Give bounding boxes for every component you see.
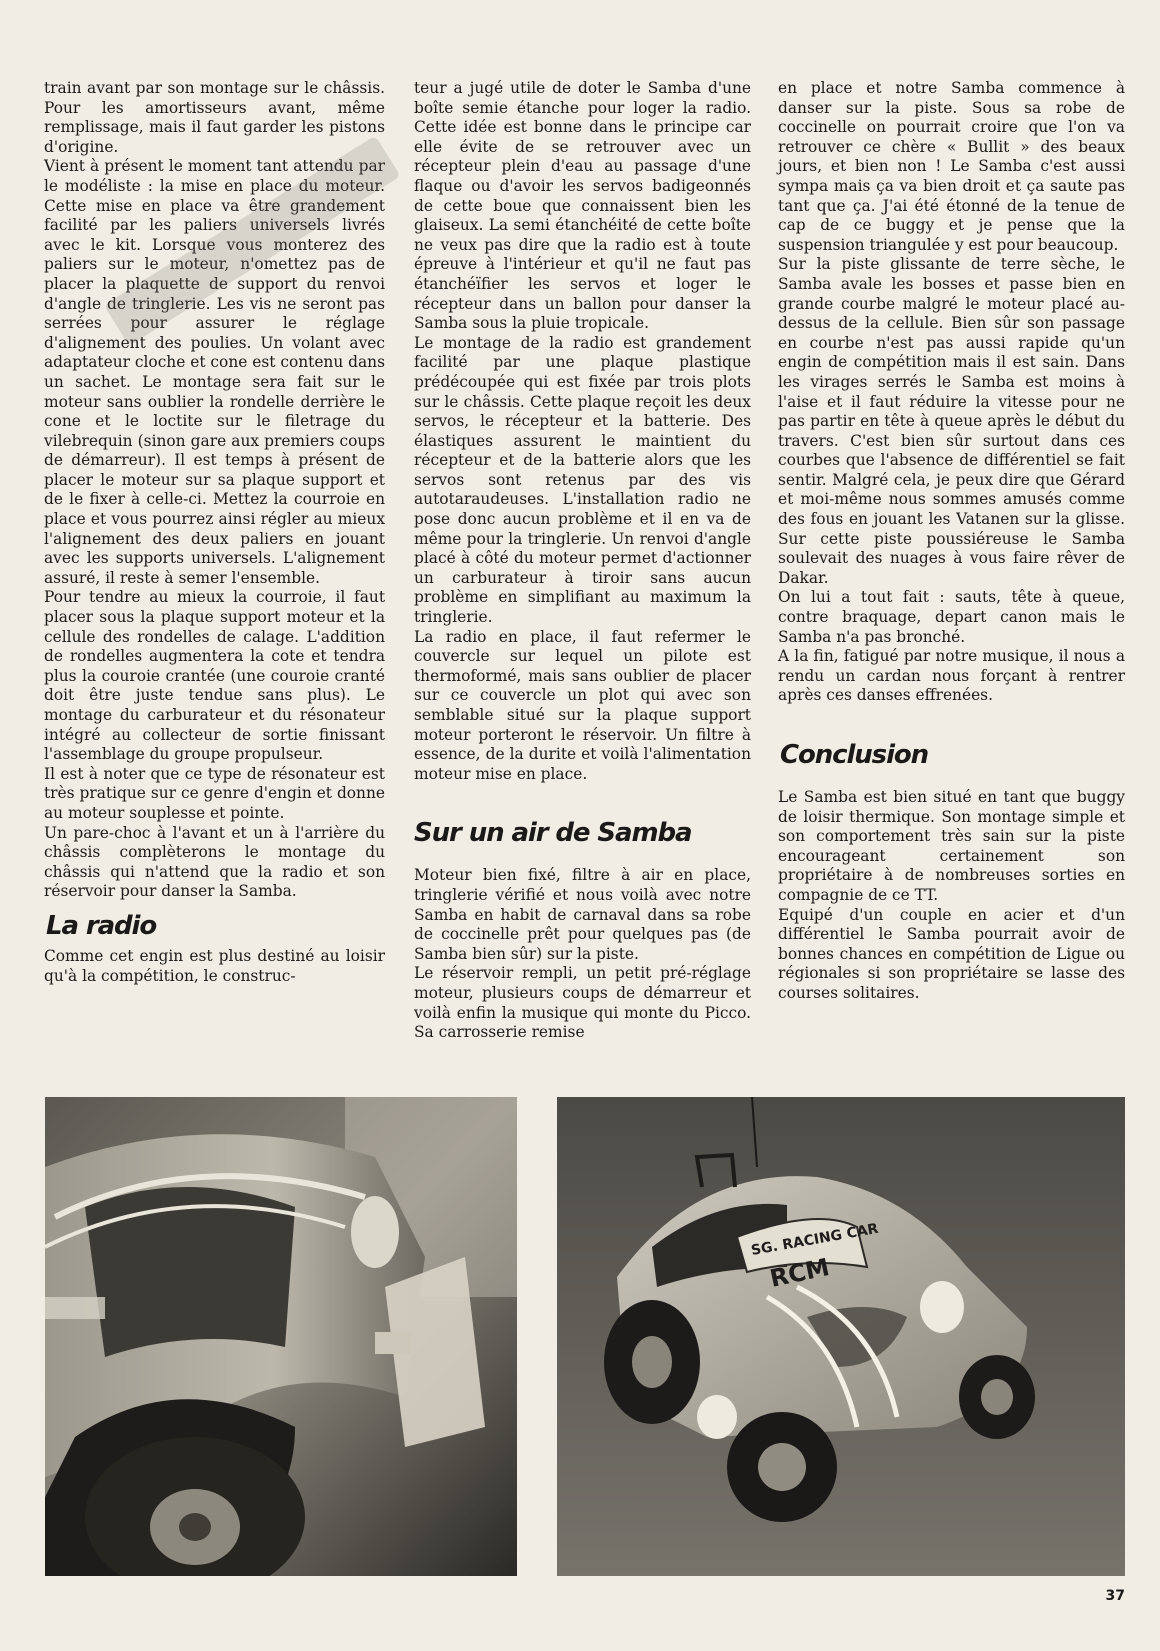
- paragraph: Il est à noter que ce type de résonateur est très pratique sur ce genre d'engin et donne au moteur souplesse et pointe.: [44, 764, 385, 822]
- section-heading-la-radio: La radio: [46, 910, 157, 941]
- article-column-1: [44, 79, 385, 986]
- photo-samba-buggy: [557, 1097, 1125, 1576]
- paragraph: Equipé d'un couple en acier et d'un différentiel le Samba pourrait avoir de bonnes chances en compétition de Ligue ou régionales si son propriétaire se lasse des courses solitaires.: [778, 905, 1125, 1002]
- photo-buggy-closeup: [45, 1097, 517, 1576]
- page-number: 37: [1105, 1588, 1125, 1604]
- article-column-2: [414, 79, 751, 1043]
- section-heading-sur-un-air-de-samba: Sur un air de Samba: [414, 818, 692, 849]
- paragraph: teur a jugé utile de doter le Samba d'une boîte semie étanche pour loger la radio. Cette idée est bonne dans le principe car elle évite de se retrouver avec un récepteur plein d'eau au passage d'une flaque ou d'avoir les servos badigeonnés de cette boue que connaissent bien les glaiseux. La semi étanchéité de cette boîte ne veux pas dire que la radio est à toute épreuve à l'intérieur et qu'il ne faut pas étanchéïfier les servos et loger le récepteur dans un ballon pour danser la Samba sous la pluie tropicale.: [414, 79, 751, 333]
- paragraph: train avant par son montage sur le châssis. Pour les amortisseurs avant, même remplissage, mais il faut garder les pistons d'origine.: [44, 79, 385, 156]
- article-column-3: [778, 79, 1125, 1004]
- paragraph: Moteur bien fixé, filtre à air en place, tringlerie vérifié et nous voilà avec notre Samba en habit de carnaval dans sa robe de coccinelle prêt pour quelques pas (de Samba bien sûr) sur la piste.: [414, 866, 751, 963]
- paragraph: Comme cet engin est plus destiné au loisir qu'à la compétition, le construc-: [44, 946, 385, 985]
- paragraph: Pour tendre au mieux la courroie, il faut placer sous la plaque support moteur et la cellule des rondelles de calage. L'addition de rondelles augmentera la cote et tendra plus la couroie crantée (une couroie cranté doit être juste tendue sans plus). Le montage du carburateur et du résonateur intégré au collecteur de sortie finissant l'assemblage du groupe propulseur.: [44, 588, 385, 764]
- paragraph: Un pare-choc à l'avant et un à l'arrière du châssis complèterons le montage du châssis qui n'attend que la radio et son réservoir pour danser la Samba.: [44, 823, 385, 901]
- paragraph: Le réservoir rempli, un petit pré-réglage moteur, plusieurs coups de démarreur et voilà enfin la musique qui monte du Picco. Sa carrosserie remise: [414, 964, 751, 1042]
- paragraph: Vient à présent le moment tant attendu par le modéliste : la mise en place du moteur. Cette mise en place va être grandement facilité par les paliers universels livrés avec le kit. Lorsque vous monterez des paliers sur le moteur, n'omettez pas de placer la plaquette de support du renvoi d'angle de tringlerie. Les vis ne seront pas serrées pour assurer le réglage d'alignement des poulies. Un volant avec adaptateur cloche et cone est contenu dans un sachet. Le montage sera fait sur le moteur sans oublier la rondelle derrière le cone et le loctite sur le filetrage du vilebrequin (sinon gare aux premiers coups de démarreur). Il est temps à présent de placer le moteur sur sa plaque support et de le fixer à celle-ci. Mettez la courroie en place et vous pourrez ainsi régler au mieux l'alignement des deux paliers en jouant avec les supports universels. L'alignement assuré, il reste à semer l'ensemble.: [44, 157, 385, 587]
- section-heading-conclusion: Conclusion: [780, 740, 929, 770]
- paragraph: Le Samba est bien situé en tant que buggy de loisir thermique. Son montage simple et son comportement très sain sur la piste encourageant certainement son propriétaire à de nombreuses sorties en compagnie de ce TT.: [778, 788, 1125, 904]
- paragraph: en place et notre Samba commence à danser sur la piste. Sous sa robe de coccinelle on pourrait croire que l'on va retrouver ce chère « Bullit » des beaux jours, et bien non ! Le Samba c'est aussi sympa mais ça va bien droit et ça saute pas tant que ça. J'ai été étonné de la tenue de cap de ce buggy et je pense que la suspension triangulée y est pour beaucoup.: [778, 79, 1125, 254]
- paragraph: La radio en place, il faut refermer le couvercle sur lequel un pilote est thermoformé, mais sans oublier de placer sur ce couvercle un plot qui avec son semblable situé sur la plaque support moteur porteront le réservoir. Un filtre à essence, de la durite et voilà l'alimentation moteur mise en place.: [414, 627, 751, 783]
- paragraph: Le montage de la radio est grandement facilité par une plaque plastique prédécoupée qui est fixée par trois plots sur le châssis. Cette plaque reçoit les deux servos, le récepteur et la batterie. Des élastiques assurent le maintient du récepteur et de la batterie alors que les servos sont retenus par des vis autotaraudeuses. L'installation radio ne pose donc aucun problème et il en va de même pour la tringlerie. Un renvoi d'angle placé à côté du moteur permet d'actionner un carburateur à tiroir sans aucun problème en simplifiant au maximum la tringlerie.: [414, 333, 751, 627]
- paragraph: A la fin, fatigué par notre musique, il nous a rendu un cardan nous forçant à rentrer après ces danses effrenées.: [778, 647, 1125, 705]
- paragraph: Sur la piste glissante de terre sèche, le Samba avale les bosses et passe bien en grande courbe malgré le moteur placé au-dessus de la cellule. Bien sûr son passage en courbe n'est pas aussi rapide qu'un engin de compétition mais il est sain. Dans les virages serrés le Samba est moins à l'aise et il faut réduire la vitesse pour ne pas partir en tête à queue après le début du travers. C'est bien sûr surtout dans ces courbes que l'absence de différentiel se fait sentir. Malgré cela, je peux dire que Gérard et moi-même nous sommes amusés comme des fous en jouant les Vatanen sur la glisse. Sur cette piste poussiéreuse le Samba soulevait des nuages à vous faire rêver de Dakar.: [778, 255, 1125, 587]
- decal-text: RCM: [767, 1253, 832, 1293]
- paragraph: On lui a tout fait : sauts, tête à queue, contre braquage, depart canon mais le Samba n'a pas bronché.: [778, 588, 1125, 646]
- decal-text: SG. RACING CAR: [749, 1220, 880, 1259]
